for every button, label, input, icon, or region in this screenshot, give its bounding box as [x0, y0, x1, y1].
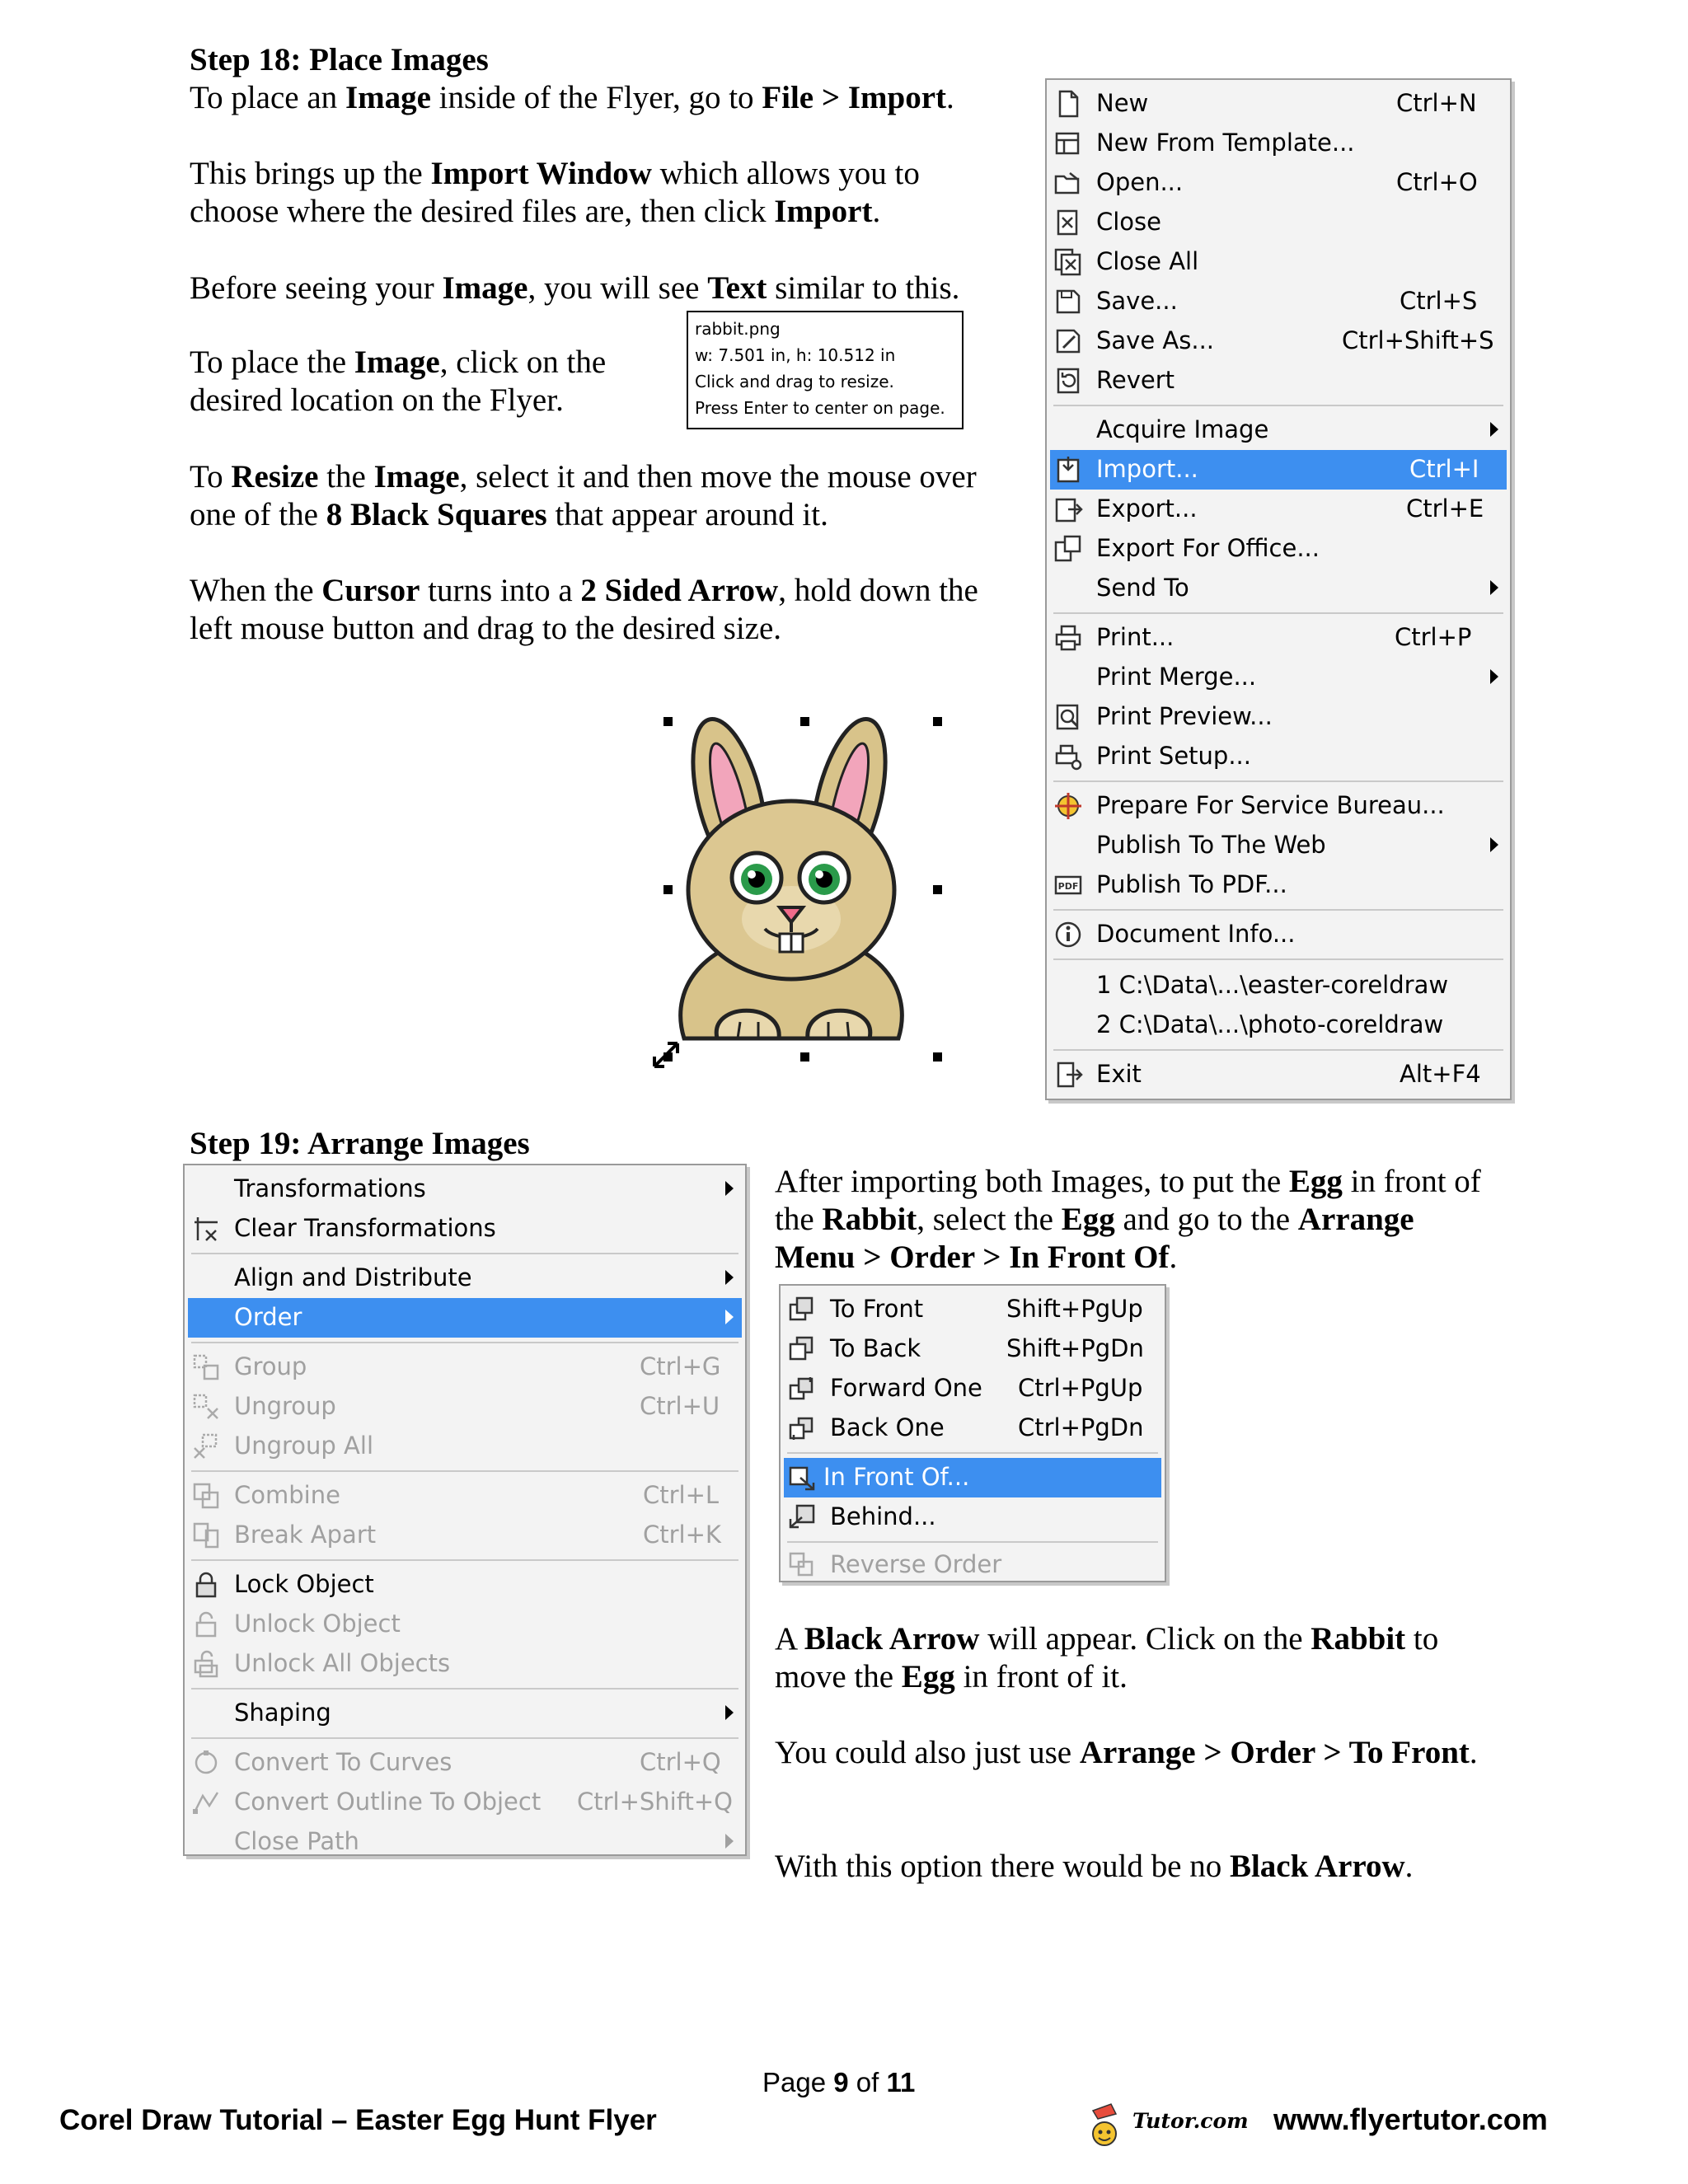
step18-heading: Step 18: Place Images [190, 42, 489, 77]
step18-paragraph-1 [190, 79, 1014, 117]
menu-item-close-all[interactable] [1050, 242, 1507, 282]
menu-label: To Front [830, 1295, 924, 1323]
menu-shortcut: Ctrl+N [1396, 89, 1477, 117]
combine-icon [191, 1481, 221, 1511]
menu-item-transformations[interactable] [188, 1169, 742, 1209]
menu-label: Convert To Curves [234, 1748, 452, 1776]
menu-item-align-distribute[interactable] [188, 1258, 742, 1298]
menu-label: Send To [1096, 574, 1189, 602]
outline-object-icon [191, 1788, 221, 1817]
step18-paragraph-3 [190, 269, 1014, 307]
menu-item-exit[interactable] [1050, 1055, 1507, 1094]
menu-label: Convert Outline To Object [234, 1788, 542, 1816]
submenu-arrow-icon [1490, 669, 1498, 684]
text: After importing both Images, to put the [775, 1164, 1289, 1199]
submenu-arrow-icon [725, 1705, 734, 1720]
group-icon [191, 1352, 221, 1382]
text-bold: Image [345, 80, 431, 115]
menu-item-print-setup[interactable] [1050, 737, 1507, 776]
reverse-order-icon [787, 1550, 817, 1580]
text: , select it and then move the mouse over one of the [190, 459, 977, 532]
tooltip-filename: rabbit.png [695, 319, 781, 339]
close-document-icon [1053, 208, 1083, 237]
text: To [190, 459, 232, 494]
menu-label: New From Template... [1096, 129, 1355, 157]
step18-paragraph-6 [190, 572, 1022, 648]
menu-label: Open... [1096, 168, 1184, 196]
menu-label: Forward One [830, 1374, 982, 1402]
text: to move the [775, 1621, 1439, 1694]
import-tooltip [687, 311, 964, 429]
in-front-of-icon [787, 1463, 817, 1493]
resize-handle[interactable] [933, 885, 942, 894]
step19-paragraph-4 [775, 1848, 1500, 1886]
resize-handle[interactable] [663, 717, 673, 726]
file-menu [1045, 78, 1512, 1100]
menu-shortcut: Ctrl+S [1400, 287, 1478, 315]
menu-label: Exit [1096, 1060, 1142, 1088]
menu-label: Lock Object [234, 1570, 374, 1598]
menu-item-ungroup[interactable] [188, 1387, 742, 1427]
menu-item-ungroup-all[interactable] [188, 1427, 742, 1466]
menu-label: Revert [1096, 366, 1175, 394]
behind-icon [787, 1502, 817, 1532]
menu-label: Transformations [234, 1174, 426, 1202]
printer-icon [1053, 623, 1083, 653]
pdf-icon [1053, 870, 1083, 900]
menu-shortcut: Shift+PgDn [1006, 1334, 1144, 1362]
menu-separator [1053, 958, 1503, 960]
rabbit-illustration [659, 713, 944, 1067]
text: , hold down the left mouse button and drag to the desired size. [190, 573, 978, 646]
text: inside of the Flyer, go to [430, 80, 762, 115]
text-bold: Image [442, 270, 528, 306]
menu-item-send-to[interactable] [1050, 569, 1507, 608]
menu-shortcut: Alt+F4 [1400, 1060, 1481, 1088]
text: in front of it. [954, 1659, 1128, 1694]
menu-item-back-one[interactable] [784, 1408, 1161, 1448]
text: the [318, 459, 374, 494]
submenu-arrow-icon [725, 1181, 734, 1196]
menu-item-save-as[interactable] [1050, 321, 1507, 361]
menu-item-clear-transformations[interactable] [188, 1209, 742, 1249]
menu-label: Shaping [234, 1699, 331, 1727]
menu-item-in-front-of[interactable] [784, 1458, 1161, 1497]
import-icon [1053, 455, 1083, 485]
footer-title: Corel Draw Tutorial – Easter Egg Hunt Flyer [59, 2104, 657, 2136]
menu-item-lock-object[interactable] [188, 1565, 742, 1605]
save-icon [1053, 287, 1083, 316]
text: . [1169, 1240, 1178, 1275]
arrange-menu [183, 1164, 747, 1856]
menu-label: Ungroup All [234, 1432, 374, 1460]
save-as-icon [1053, 326, 1083, 356]
menu-item-print-preview[interactable] [1050, 697, 1507, 737]
menu-item-reverse-order[interactable] [784, 1545, 1161, 1585]
text: , you will see [528, 270, 708, 306]
flyertutor-logo [1086, 2097, 1259, 2149]
menu-item-convert-outline[interactable] [188, 1783, 742, 1822]
menu-item-export-for-office[interactable] [1050, 529, 1507, 569]
menu-item-forward-one[interactable] [784, 1369, 1161, 1408]
step19-paragraph-2 [775, 1620, 1500, 1696]
menu-item-document-info[interactable] [1050, 915, 1507, 954]
text: Page [762, 2067, 834, 2097]
text-bold: 2 Sided Arrow [580, 573, 779, 608]
curves-icon [191, 1748, 221, 1778]
submenu-arrow-icon [1490, 422, 1498, 437]
text: turns into a [420, 573, 581, 608]
menu-item-new[interactable] [1050, 84, 1507, 124]
tooltip-hint-center: Press Enter to center on page. [695, 398, 945, 418]
resize-handle[interactable] [800, 1052, 809, 1062]
menu-label: Back One [830, 1413, 945, 1441]
menu-shortcut: Ctrl+U [640, 1392, 720, 1420]
menu-item-break-apart[interactable] [188, 1516, 742, 1555]
menu-shortcut: Ctrl+Q [640, 1748, 721, 1776]
text-bold: Rabbit [1311, 1621, 1406, 1657]
text-bold: Import [774, 194, 873, 229]
text-bold: Black Arrow [1229, 1849, 1405, 1884]
resize-handle[interactable] [933, 1052, 942, 1062]
menu-label: Close Path [234, 1827, 359, 1855]
menu-label: Export... [1096, 494, 1198, 523]
submenu-arrow-icon [725, 1310, 734, 1324]
menu-separator [191, 1688, 738, 1690]
info-icon [1053, 920, 1083, 949]
print-setup-icon [1053, 742, 1083, 771]
close-all-icon [1053, 247, 1083, 277]
to-front-icon [787, 1295, 817, 1324]
step19-paragraph-3 [775, 1734, 1500, 1772]
menu-separator [191, 1470, 738, 1472]
menu-label: Align and Distribute [234, 1263, 472, 1291]
open-folder-icon [1053, 168, 1083, 198]
menu-item-order[interactable] [188, 1298, 742, 1338]
submenu-arrow-icon [1490, 837, 1498, 852]
text: Before seeing your [190, 270, 443, 306]
menu-item-to-front[interactable] [784, 1290, 1161, 1329]
menu-item-revert[interactable] [1050, 361, 1507, 401]
back-one-icon [787, 1413, 817, 1443]
menu-shortcut: Ctrl+I [1409, 455, 1479, 483]
menu-item-print-merge[interactable] [1050, 658, 1507, 697]
revert-icon [1053, 366, 1083, 396]
text: With this option there would be no [775, 1849, 1230, 1884]
menu-item-unlock-object[interactable] [188, 1605, 742, 1644]
ungroup-icon [191, 1392, 221, 1422]
new-document-icon [1053, 89, 1083, 119]
menu-separator [191, 1253, 738, 1254]
menu-label: Print Setup... [1096, 742, 1251, 770]
resize-arrow-icon [649, 1038, 682, 1071]
text: . [1404, 1849, 1414, 1884]
text: in front of the [775, 1164, 1481, 1237]
export-icon [1053, 494, 1083, 524]
menu-separator [787, 1452, 1158, 1454]
menu-item-close[interactable] [1050, 203, 1507, 242]
menu-label: Group [234, 1352, 307, 1380]
text: . [946, 80, 954, 115]
menu-item-close-path[interactable] [188, 1822, 742, 1862]
menu-label: Reverse Order [830, 1550, 1002, 1578]
menu-label: New [1096, 89, 1149, 117]
order-submenu [779, 1284, 1166, 1582]
menu-item-recent-2[interactable] [1050, 1005, 1507, 1045]
text-bold: Arrange Menu > Order > In Front Of [775, 1202, 1414, 1275]
menu-label: Unlock Object [234, 1610, 401, 1638]
menu-shortcut: Shift+PgUp [1006, 1295, 1143, 1323]
text-bold: Egg [1288, 1164, 1343, 1199]
text: You could also just use [775, 1735, 1080, 1770]
menu-separator [787, 1541, 1158, 1543]
menu-item-shaping[interactable] [188, 1694, 742, 1733]
text: of [848, 2067, 887, 2097]
text: and go to the [1114, 1202, 1298, 1237]
submenu-arrow-icon [725, 1834, 734, 1849]
text-bold: Egg [1061, 1202, 1115, 1237]
text: similar to this. [767, 270, 960, 306]
menu-label: Unlock All Objects [234, 1649, 451, 1677]
forward-one-icon [787, 1374, 817, 1404]
text-bold: File > Import [762, 80, 946, 115]
menu-label: Save... [1096, 287, 1178, 315]
text: that appear around it. [546, 497, 828, 532]
text: When the [190, 573, 322, 608]
export-office-icon [1053, 534, 1083, 564]
menu-item-unlock-all[interactable] [188, 1644, 742, 1684]
text: , click on the desired location on the Flyer. [190, 344, 607, 418]
unlock-icon [191, 1610, 221, 1639]
menu-shortcut: Ctrl+Shift+Q [577, 1788, 733, 1816]
text-bold: Rabbit [822, 1202, 917, 1237]
menu-item-open[interactable] [1050, 163, 1507, 203]
step19-paragraph-1 [775, 1163, 1500, 1277]
menu-separator [191, 1559, 738, 1561]
text-bold: 9 [833, 2067, 849, 2097]
text-bold: Import Window [430, 156, 652, 191]
clear-transform-icon [191, 1214, 221, 1244]
menu-shortcut: Ctrl+L [643, 1481, 720, 1509]
menu-label: Publish To PDF... [1096, 870, 1287, 898]
menu-label: Ungroup [234, 1392, 336, 1420]
menu-shortcut: Ctrl+Shift+S [1342, 326, 1494, 354]
menu-label: Print Preview... [1096, 702, 1273, 730]
text-bold: Arrange > Order > To Front [1079, 1735, 1470, 1770]
menu-label: Export For Office... [1096, 534, 1320, 562]
text-bold: Image [373, 459, 460, 494]
text: . [872, 194, 881, 229]
menu-item-publish-pdf[interactable] [1050, 865, 1507, 905]
text-bold: Text [707, 270, 767, 306]
menu-label: Print... [1096, 623, 1175, 651]
menu-separator [1053, 612, 1503, 614]
submenu-arrow-icon [1490, 580, 1498, 595]
text-bold: Resize [231, 459, 319, 494]
print-preview-icon [1053, 702, 1083, 732]
menu-shortcut: Ctrl+E [1406, 494, 1484, 523]
ungroup-all-icon [191, 1432, 221, 1461]
exit-icon [1053, 1060, 1083, 1090]
menu-label: Acquire Image [1096, 415, 1269, 443]
menu-separator [1053, 909, 1503, 911]
menu-item-group[interactable] [188, 1347, 742, 1387]
text-bold: 8 Black Squares [326, 497, 547, 532]
menu-item-prepare-service-bureau[interactable] [1050, 786, 1507, 826]
text-bold: 11 [886, 2067, 916, 2097]
text: , select the [917, 1202, 1062, 1237]
resize-handle[interactable] [933, 717, 942, 726]
tooltip-dimensions: w: 7.501 in, h: 10.512 in [695, 345, 896, 365]
text: will appear. Click on the [979, 1621, 1311, 1657]
menu-separator [1053, 780, 1503, 782]
menu-item-save[interactable] [1050, 282, 1507, 321]
step19-heading: Step 19: Arrange Images [190, 1126, 530, 1161]
text-bold: Cursor [321, 573, 420, 608]
menu-shortcut: Ctrl+P [1395, 623, 1472, 651]
menu-label: 1 C:\Data\...\easter-coreldraw [1096, 971, 1449, 999]
logo-text: Tutor.com [1132, 2109, 1249, 2133]
menu-item-combine[interactable] [188, 1476, 742, 1516]
menu-label: In Front Of... [823, 1463, 970, 1491]
menu-item-print[interactable] [1050, 618, 1507, 658]
menu-label: To Back [830, 1334, 921, 1362]
menu-item-behind[interactable] [784, 1497, 1161, 1537]
menu-item-new-from-template[interactable] [1050, 124, 1507, 163]
text: To place the [190, 344, 354, 380]
resize-handle[interactable] [663, 885, 673, 894]
text: This brings up the [190, 156, 431, 191]
step18-paragraph-5 [190, 458, 1014, 534]
menu-label: Document Info... [1096, 920, 1296, 948]
step18-paragraph-2 [190, 155, 1006, 231]
menu-separator [1053, 1049, 1503, 1051]
template-icon [1053, 129, 1083, 158]
text: To place an [190, 80, 345, 115]
menu-label: Import... [1096, 455, 1198, 483]
lock-icon [191, 1570, 221, 1600]
menu-shortcut: Ctrl+PgUp [1018, 1374, 1143, 1402]
submenu-arrow-icon [725, 1270, 734, 1285]
menu-label: 2 C:\Data\...\photo-coreldraw [1096, 1010, 1444, 1038]
to-back-icon [787, 1334, 817, 1364]
menu-separator [191, 1342, 738, 1343]
menu-label: Order [234, 1303, 302, 1331]
menu-shortcut: Ctrl+K [643, 1521, 721, 1549]
menu-label: Combine [234, 1481, 340, 1509]
menu-label: Behind... [830, 1502, 936, 1530]
menu-separator [191, 1737, 738, 1739]
service-bureau-icon [1053, 791, 1083, 821]
text-bold: Image [354, 344, 440, 380]
menu-item-acquire-image[interactable] [1050, 410, 1507, 450]
unlock-all-icon [191, 1649, 221, 1679]
text: which allows you to choose where the desired files are, then click [190, 156, 920, 229]
step18-paragraph-4 [190, 344, 651, 419]
menu-label: Close All [1096, 247, 1199, 275]
menu-item-import[interactable] [1050, 450, 1507, 490]
menu-label: Print Merge... [1096, 663, 1257, 691]
menu-item-publish-web[interactable] [1050, 826, 1507, 865]
text-bold: Black Arrow [804, 1621, 980, 1657]
menu-label: Save As... [1096, 326, 1215, 354]
rabbit-image[interactable] [659, 713, 944, 1067]
menu-shortcut: Ctrl+PgDn [1018, 1413, 1144, 1441]
page-number [762, 2067, 915, 2098]
menu-label: Prepare For Service Bureau... [1096, 791, 1445, 819]
resize-handle[interactable] [800, 717, 809, 726]
menu-item-to-back[interactable] [784, 1329, 1161, 1369]
text-bold: Egg [901, 1659, 955, 1694]
text: A [775, 1621, 804, 1657]
menu-item-recent-1[interactable] [1050, 966, 1507, 1005]
menu-separator [1053, 405, 1503, 406]
menu-item-convert-curves[interactable] [188, 1743, 742, 1783]
menu-label: Publish To The Web [1096, 831, 1326, 859]
menu-label: Clear Transformations [234, 1214, 496, 1242]
svg-text:PDF: PDF [1057, 881, 1079, 892]
menu-item-export[interactable] [1050, 490, 1507, 529]
menu-label: Close [1096, 208, 1161, 236]
footer-url[interactable]: www.flyertutor.com [1273, 2102, 1548, 2136]
menu-shortcut: Ctrl+G [640, 1352, 721, 1380]
menu-label: Break Apart [234, 1521, 377, 1549]
step18-section [190, 41, 1014, 117]
text: . [1469, 1735, 1478, 1770]
tooltip-hint-resize: Click and drag to resize. [695, 372, 894, 391]
menu-shortcut: Ctrl+O [1396, 168, 1478, 196]
break-apart-icon [191, 1521, 221, 1550]
